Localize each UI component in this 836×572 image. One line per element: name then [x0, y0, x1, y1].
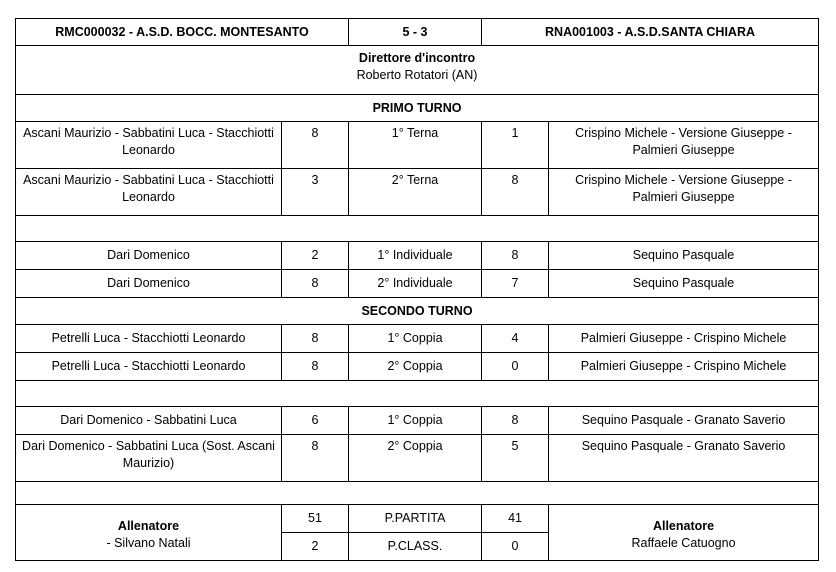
- home-score: 8: [282, 122, 349, 169]
- away-score: 1: [482, 122, 549, 169]
- totals-row-partita: [16, 505, 819, 533]
- table-row: [16, 435, 819, 482]
- away-coach-label: Allenatore: [652, 518, 715, 533]
- away-players: Palmieri Giuseppe - Crispino Michele: [549, 325, 819, 353]
- home-score: 8: [282, 435, 349, 482]
- home-score: 6: [282, 407, 349, 435]
- home-score: 3: [282, 169, 349, 216]
- away-score: 5: [482, 435, 549, 482]
- home-players: Petrelli Luca - Stacchiotti Leonardo: [16, 325, 282, 353]
- match-score: 5 - 3: [349, 19, 482, 46]
- game-type: 1° Terna: [349, 122, 482, 169]
- home-score: 8: [282, 270, 349, 298]
- spacer-cell: [16, 381, 819, 407]
- home-team: RMC000032 - A.S.D. BOCC. MONTESANTO: [16, 19, 349, 46]
- director-cell: [16, 46, 819, 95]
- partita-label: P.PARTITA: [349, 505, 482, 533]
- class-label: P.CLASS.: [349, 533, 482, 561]
- away-players: Sequino Pasquale: [549, 270, 819, 298]
- home-players: Dari Domenico - Sabbatini Luca (Sost. Ascani Maurizio): [16, 435, 282, 482]
- game-type: 1° Individuale: [349, 242, 482, 270]
- class-away: 0: [482, 533, 549, 561]
- game-type: 1° Coppia: [349, 325, 482, 353]
- away-players: Crispino Michele - Versione Giuseppe - Palmieri Giuseppe: [549, 169, 819, 216]
- game-type: 1° Coppia: [349, 407, 482, 435]
- partita-home: 51: [282, 505, 349, 533]
- section-row: [16, 298, 819, 325]
- home-score: 2: [282, 242, 349, 270]
- away-team: RNA001003 - A.S.D.SANTA CHIARA: [482, 19, 819, 46]
- away-players: Sequino Pasquale - Granato Saverio: [549, 435, 819, 482]
- game-type: 2° Terna: [349, 169, 482, 216]
- section-row: [16, 95, 819, 122]
- home-players: Dari Domenico: [16, 270, 282, 298]
- game-type: 2° Individuale: [349, 270, 482, 298]
- away-score: 7: [482, 270, 549, 298]
- game-type: 2° Coppia: [349, 353, 482, 381]
- spacer-row: [16, 216, 819, 242]
- table-row: [16, 270, 819, 298]
- spacer-row: [16, 482, 819, 505]
- game-type: 2° Coppia: [349, 435, 482, 482]
- header-row: [16, 19, 819, 46]
- director-label: Direttore d'incontro: [358, 51, 476, 65]
- director-name: Roberto Rotatori (AN): [356, 68, 478, 82]
- spacer-cell: [16, 216, 819, 242]
- away-score: 8: [482, 407, 549, 435]
- home-score: 8: [282, 353, 349, 381]
- away-coach-cell: [549, 505, 819, 561]
- home-coach-label: Allenatore: [117, 518, 180, 533]
- home-players: Dari Domenico - Sabbatini Luca: [16, 407, 282, 435]
- secondo-turno-title: SECONDO TURNO: [16, 298, 819, 325]
- director-row: [16, 46, 819, 95]
- away-players: Sequino Pasquale - Granato Saverio: [549, 407, 819, 435]
- home-coach-cell: [16, 505, 282, 561]
- away-players: Palmieri Giuseppe - Crispino Michele: [549, 353, 819, 381]
- away-players: Crispino Michele - Versione Giuseppe - Palmieri Giuseppe: [549, 122, 819, 169]
- away-score: 4: [482, 325, 549, 353]
- table-row: [16, 242, 819, 270]
- table-row: [16, 122, 819, 169]
- away-coach-name: Raffaele Catuogno: [631, 535, 736, 550]
- home-players: Ascani Maurizio - Sabbatini Luca - Stacchiotti Leonardo: [16, 169, 282, 216]
- partita-away: 41: [482, 505, 549, 533]
- table-row: [16, 407, 819, 435]
- away-score: 8: [482, 242, 549, 270]
- home-players: Dari Domenico: [16, 242, 282, 270]
- class-home: 2: [282, 533, 349, 561]
- primo-turno-title: PRIMO TURNO: [16, 95, 819, 122]
- match-report-table: [15, 18, 819, 561]
- table-row: [16, 169, 819, 216]
- away-score: 0: [482, 353, 549, 381]
- away-score: 8: [482, 169, 549, 216]
- spacer-row: [16, 381, 819, 407]
- home-coach-name: - Silvano Natali: [106, 535, 191, 550]
- spacer-cell: [16, 482, 819, 505]
- away-players: Sequino Pasquale: [549, 242, 819, 270]
- table-row: [16, 353, 819, 381]
- table-row: [16, 325, 819, 353]
- home-score: 8: [282, 325, 349, 353]
- home-players: Ascani Maurizio - Sabbatini Luca - Stacchiotti Leonardo: [16, 122, 282, 169]
- home-players: Petrelli Luca - Stacchiotti Leonardo: [16, 353, 282, 381]
